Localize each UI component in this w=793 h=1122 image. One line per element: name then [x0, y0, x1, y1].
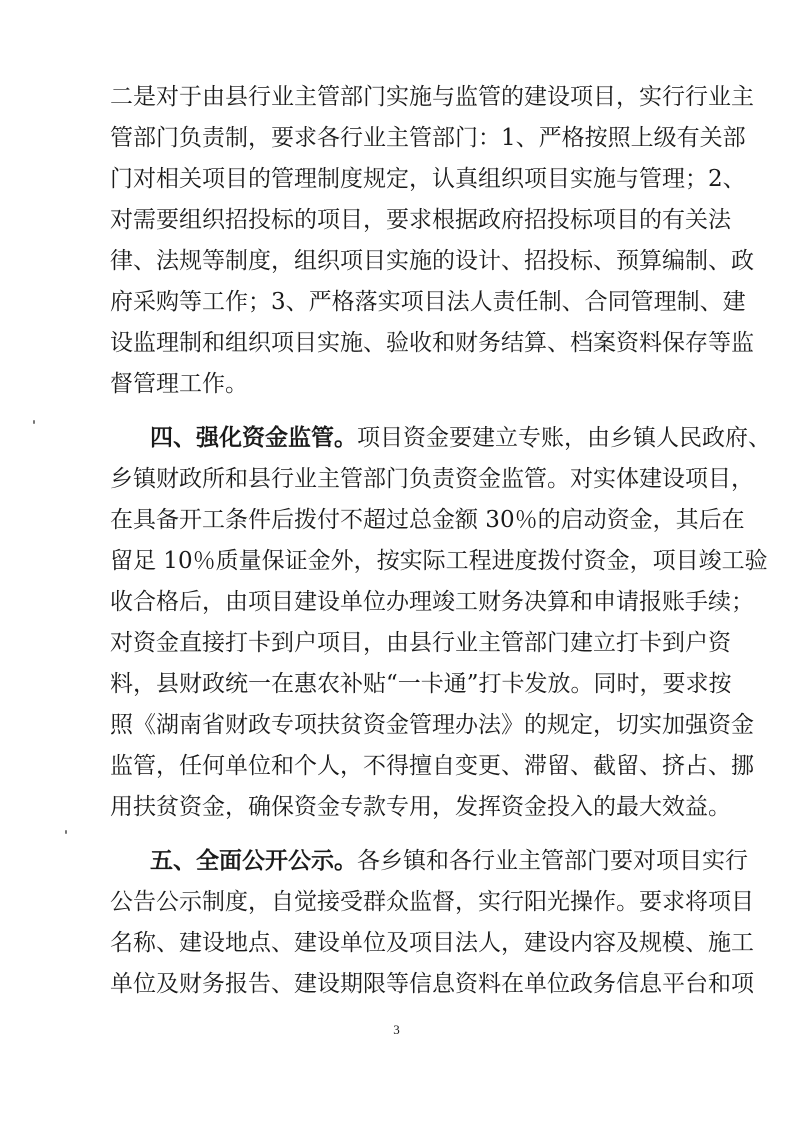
section-5-first-line	[150, 846, 748, 876]
section-4-first-line-text: 项目资金要建立专账，由乡镇人民政府、	[357, 425, 771, 451]
scan-speck	[65, 830, 67, 834]
text-line: 督管理工作。	[110, 371, 248, 397]
text-line: 府采购等工作；3、严格落实项目法人责任制、合同管理制、建	[110, 289, 746, 315]
section-4-first-line	[150, 423, 771, 453]
text-line: 料，县财政统一在惠农补贴“一卡通”打卡发放。同时，要求按	[110, 671, 732, 697]
text-line: 名称、建设地点、建设单位及项目法人，建设内容及规模、施工	[110, 930, 754, 956]
text-line: 单位及财务报告、建设期限等信息资料在单位政务信息平台和项	[110, 971, 754, 997]
section-5-heading: 五、全面公开公示。	[150, 848, 357, 874]
text-line: 公告公示制度，自觉接受群众监督，实行阳光操作。要求将项目	[110, 889, 754, 915]
text-line: 照《湖南省财政专项扶贫资金管理办法》的规定，切实加强资金	[110, 712, 754, 738]
section-5-first-line-text: 各乡镇和各行业主管部门要对项目实行	[357, 848, 748, 874]
text-line: 设监理制和组织项目实施、验收和财务结算、档案资料保存等监	[110, 330, 754, 356]
text-line: 门对相关项目的管理制度规定，认真组织项目实施与管理；2、	[110, 166, 746, 192]
text-line: 乡镇财政所和县行业主管部门负责资金监管。对实体建设项目，	[110, 466, 754, 492]
page-number: 3	[393, 1022, 400, 1037]
scan-speck	[33, 420, 35, 424]
text-line: 二是对于由县行业主管部门实施与监管的建设项目，实行行业主	[110, 84, 754, 110]
text-line: 在具备开工条件后拨付不超过总金额 30％的启动资金，其后在	[110, 507, 745, 533]
text-line: 对资金直接打卡到户项目，由县行业主管部门建立打卡到户资	[110, 630, 731, 656]
text-line: 用扶贫资金，确保资金专款专用，发挥资金投入的最大效益。	[110, 794, 731, 820]
section-4-heading: 四、强化资金监管。	[150, 425, 357, 451]
text-line: 留足 10％质量保证金外，按实际工程进度拨付资金，项目竣工验	[110, 548, 768, 574]
text-line: 对需要组织招投标的项目，要求根据政府招投标项目的有关法	[110, 207, 731, 233]
text-line: 律、法规等制度，组织项目实施的设计、招投标、预算编制、政	[110, 248, 754, 274]
text-line: 监管，任何单位和个人，不得擅自变更、滞留、截留、挤占、挪	[110, 753, 754, 779]
text-line: 收合格后，由项目建设单位办理竣工财务决算和申请报账手续；	[110, 589, 754, 615]
text-line: 管部门负责制，要求各行业主管部门：1、严格按照上级有关部	[110, 125, 746, 151]
